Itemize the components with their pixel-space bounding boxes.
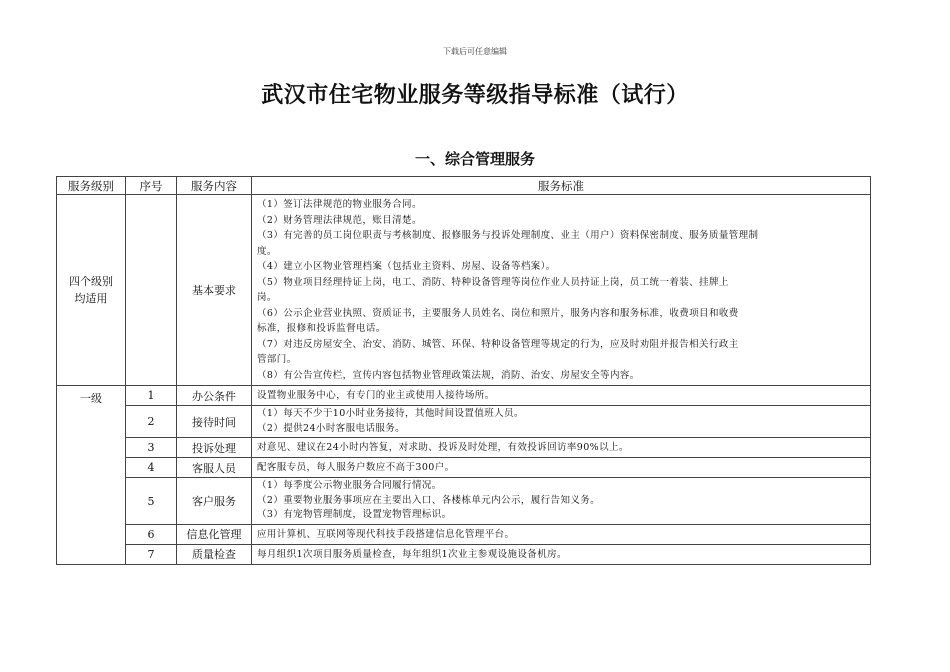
general-standard-line: （7）对违反房屋安全、治安、消防、城管、环保、特种设备管理等规定的行为，应及时劝阻并报告相关行政主 [257,338,739,350]
table-row [57,406,871,438]
general-standard-line: （4）建立小区物业管理档案（包括业主资料、房屋、设备等档案）。 [257,261,556,272]
standard-line: （1）每季度公示物业服务合同履行情况。 [257,480,442,492]
number-cell: 4 [126,458,177,478]
number-cell: 7 [126,544,177,564]
general-standard-line: （6）公示企业营业执照、资质证书，主要服务人员姓名、岗位和照片，服务内容和服务标准，收费项目和收费 [257,307,739,319]
content-cell: 质量检查 [177,544,252,564]
general-level-cell [57,195,126,386]
standard-cell [252,478,871,525]
standard-line: 对意见、建议在24小时内答复，对求助、投诉及时处理，有效投诉回访率90%以上。 [257,442,629,454]
content-cell: 客服人员 [177,458,252,478]
header-number: 序号 [126,177,177,195]
general-content-cell: 基本要求 [177,195,252,386]
standard-cell [252,386,871,406]
number-cell: 3 [126,438,177,458]
content-cell: 客户服务 [177,478,252,525]
content-cell: 接待时间 [177,406,252,438]
number-cell: 1 [126,386,177,406]
general-number-cell [126,195,177,386]
general-standard-line: （2）财务管理法律规范，账目清楚。 [257,214,422,226]
section-title: 一、综合管理服务 [414,150,535,168]
standard-line: （2）提供24小时客服电话服务。 [257,422,406,434]
table-row [57,386,871,406]
table-row [57,438,871,458]
standard-line: （1）每天不少于10小时业务接待，其他时间设置值班人员。 [257,408,524,419]
content-cell: 信息化管理 [177,524,252,544]
standard-cell [252,406,871,438]
general-standard-line: （8）有公告宣传栏，宣传内容包括物业管理政策法规，消防、治安、房屋安全等内容。 [257,369,640,381]
general-standard-line: 岗。 [257,292,277,303]
general-standard-line: （5）物业项目经理持证上岗，电工、消防、特种设备管理等岗位作业人员持证上岗，员工统一着装、挂牌上 [257,276,729,288]
header-service-content: 服务内容 [177,177,252,195]
number-cell: 2 [126,406,177,438]
table-row [57,478,871,525]
general-standard-line: 度。 [257,245,277,257]
standard-line: （2）重要物业服务事项应在主要出入口、各楼栋单元内公示，履行告知义务。 [257,494,601,506]
table-row [57,458,871,478]
standard-cell [252,544,871,564]
number-cell: 5 [126,478,177,525]
general-standard-line: （3）有完善的员工岗位职责与考核制度、报修服务与投诉处理制度、业主（用户）资料保密制度、服务质量管理制 [257,230,759,241]
header-service-level: 服务级别 [57,177,126,195]
standard-line: 配客服专员，每人服务户数应不高于300户。 [257,462,455,474]
general-level-text: 四个级别均适用 [69,275,113,305]
standard-cell [252,524,871,544]
standard-cell [252,438,871,458]
service-standard-table [56,176,871,565]
download-note: 下载后可任意编辑 [443,47,507,56]
standard-cell [252,458,871,478]
general-standard-cell [252,195,871,386]
level-cell: 一级 [57,386,126,565]
table-header-row [57,177,871,195]
header-service-standard: 服务标准 [252,177,871,195]
table-row [57,544,871,564]
table-row [57,524,871,544]
standard-line: 设置物业服务中心，有专门的业主或使用人接待场所。 [257,390,495,401]
number-cell: 6 [126,524,177,544]
general-standard-line: 标准，报修和投诉监督电话。 [257,323,386,334]
standard-line: （3）有宠物管理制度，设置宠物管理标识。 [257,509,452,521]
document-title: 武汉市住宅物业服务等级指导标准（试行） [261,83,689,108]
general-standard-line: （1）签订法律规范的物业服务合同。 [257,199,422,210]
table-row-general [57,195,871,386]
standard-line: 应用计算机、互联网等现代科技手段搭建信息化管理平台。 [257,528,515,540]
content-cell: 办公条件 [177,386,252,406]
standard-line: 每月组织1次项目服务质量检查，每年组织1次业主参观设施设备机房。 [257,548,567,560]
content-cell: 投诉处理 [177,438,252,458]
general-standard-line: 管部门。 [257,354,297,365]
